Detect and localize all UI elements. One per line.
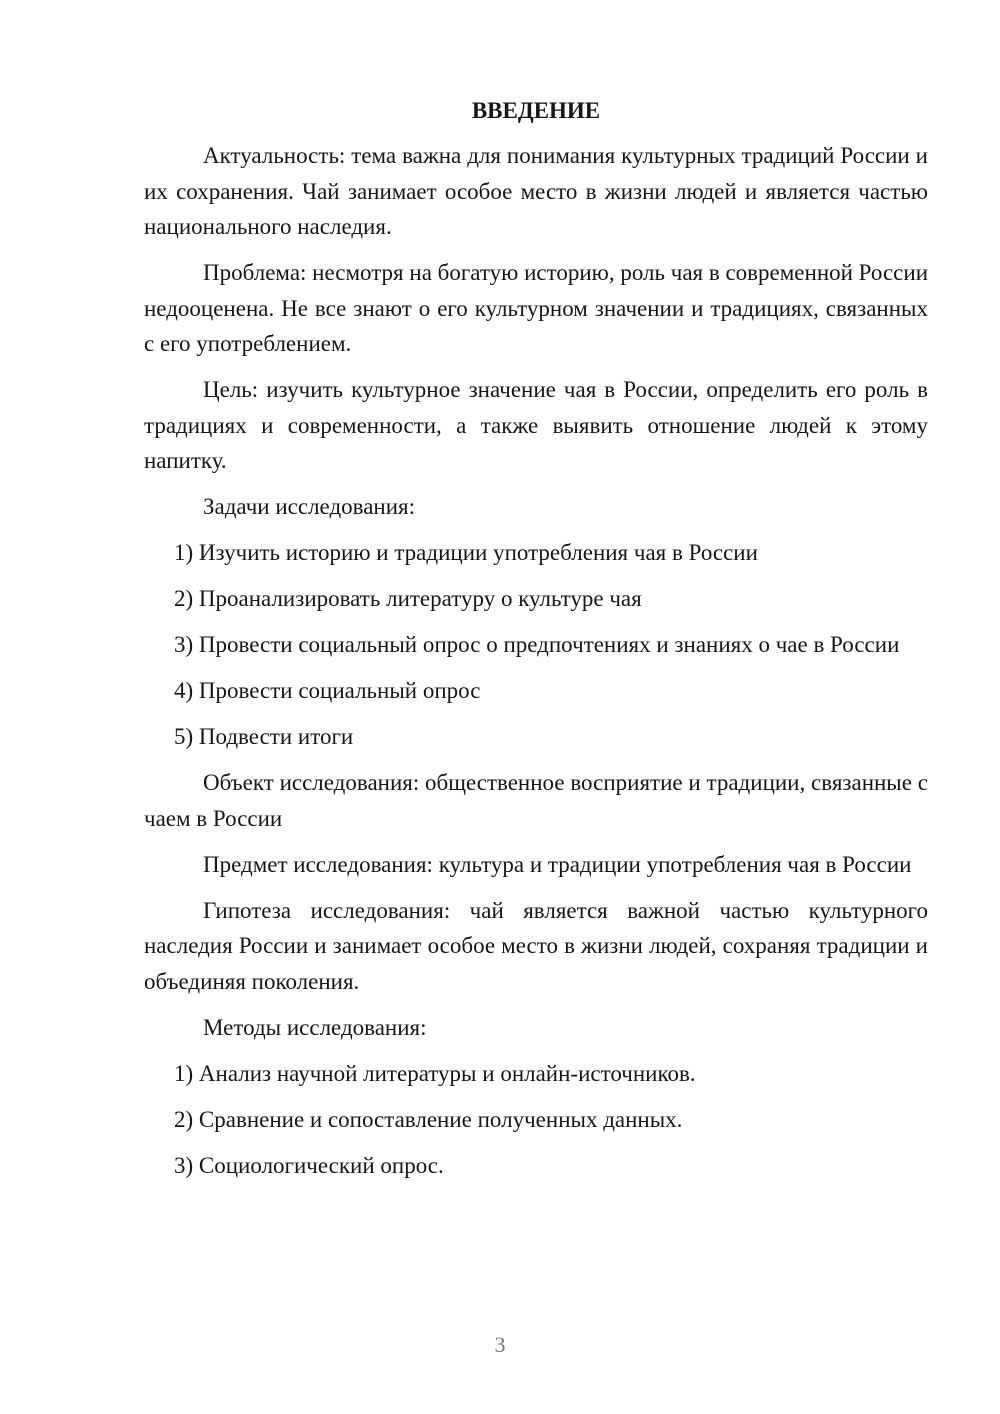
task-item-4: 4) Провести социальный опрос [174, 678, 481, 703]
hypothesis-paragraph: Гипотеза исследования: чай является важной частью культурного наследия России и занимает особое место в жизни людей, сохраняя традиции и объединяя поколения. [144, 897, 928, 994]
section-title: ВВЕДЕНИЕ [471, 98, 601, 123]
goal-paragraph: Цель: изучить культурное значение чая в России, определить его роль в традициях и современности, а также выявить отношение людей к этому напитку. [144, 377, 928, 473]
document-page [144, 96, 928, 1194]
methods-heading: Методы исследования: [203, 1014, 427, 1040]
subject-paragraph: Предмет исследования: культура и традиции употребления чая в России [203, 851, 912, 877]
relevance-paragraph: Актуальность: тема важна для понимания культурных традиций России и их сохранения. Чай занимает особое место в жизни людей и является частью национального наследия. [144, 143, 928, 239]
method-item-2: 2) Сравнение и сопоставление полученных данных. [174, 1106, 683, 1132]
page-number: 3 [494, 1332, 506, 1357]
task-item-2: 2) Проанализировать литературу о культуре чая [174, 586, 642, 611]
task-item-5: 5) Подвести итоги [174, 724, 354, 749]
problem-paragraph: Проблема: несмотря на богатую историю, роль чая в современной России недооценена. Не все знают о его культурном значении и традициях, связанных с его употреблением. [144, 260, 929, 356]
task-item-1: 1) Изучить историю и традиции употребления чая в России [174, 540, 758, 565]
tasks-heading: Задачи исследования: [203, 494, 416, 519]
method-item-3: 3) Социологический опрос. [174, 1152, 444, 1178]
object-paragraph: Объект исследования: общественное восприятие и традиции, связанные с чаем в России [144, 770, 928, 831]
method-item-1: 1) Анализ научной литературы и онлайн-источников. [174, 1060, 696, 1086]
task-item-3: 3) Провести социальный опрос о предпочтениях и знаниях о чае в России [174, 632, 900, 657]
